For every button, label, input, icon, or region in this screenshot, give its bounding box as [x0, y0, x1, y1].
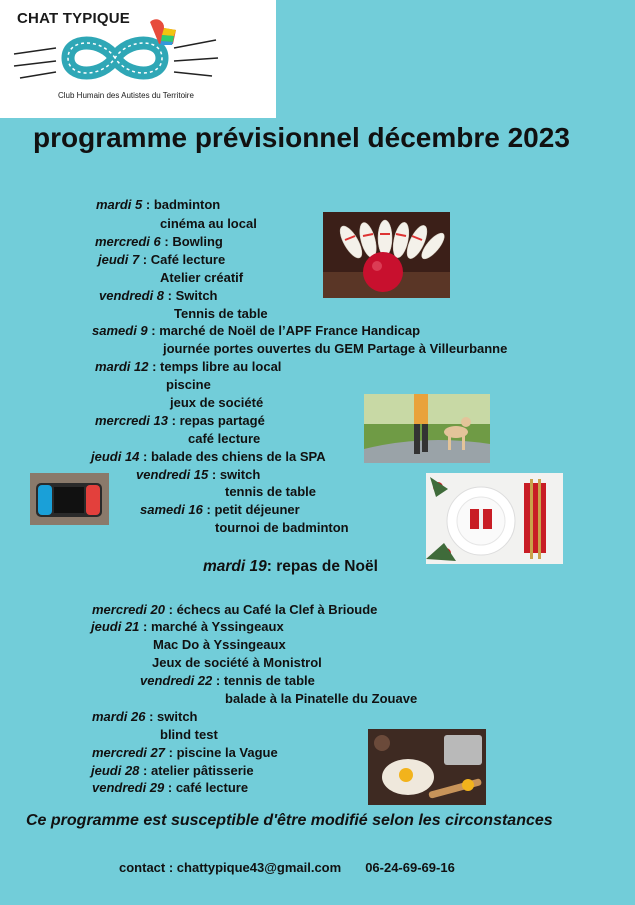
schedule-line: jeux de société — [170, 395, 264, 410]
schedule-line: blind test — [160, 727, 218, 742]
contact-line — [119, 860, 455, 875]
schedule-line: journée portes ouvertes du GEM Partage à Villeurbanne — [163, 341, 508, 356]
contact-phone: 06-24-69-69-16 — [365, 860, 455, 875]
schedule-line: jeudi 28 : atelier pâtisserie — [91, 763, 254, 778]
schedule-line: mardi 26 : switch — [92, 709, 198, 724]
switch-console-photo — [30, 473, 109, 525]
schedule-line: balade à la Pinatelle du Zouave — [225, 691, 418, 706]
schedule-line: piscine — [166, 377, 211, 392]
christmas-table-photo — [426, 473, 563, 564]
page-title: programme prévisionnel décembre 2023 — [33, 122, 570, 153]
schedule-line: Jeux de société à Monistrol — [152, 655, 322, 670]
contact-email-link[interactable]: chattypique43@gmail.com — [176, 860, 342, 875]
logo-subtitle: Club Humain des Autistes du Territoire — [58, 91, 194, 100]
schedule-line: vendredi 15 : switch — [136, 467, 261, 482]
schedule-line: café lecture — [188, 431, 261, 446]
schedule-line: samedi 9 : marché de Noël de l’APF France Handicap — [92, 323, 421, 338]
schedule-line: cinéma au local — [160, 216, 257, 231]
schedule-line: mercredi 20 : échecs au Café la Clef à Brioude — [92, 602, 378, 617]
schedule-line-highlight: mardi 19: repas de Noël — [203, 558, 378, 575]
schedule-line: mercredi 6 : Bowling — [95, 234, 223, 249]
schedule-line: mardi 5 : badminton — [96, 197, 221, 212]
contact-label: contact : — [119, 860, 177, 875]
schedule-line: Atelier créatif — [160, 270, 244, 285]
schedule-line: jeudi 21 : marché à Yssingeaux — [91, 619, 284, 634]
schedule-line: samedi 16 : petit déjeuner — [140, 502, 300, 517]
schedule-line: mercredi 27 : piscine la Vague — [92, 745, 278, 760]
schedule-line: vendredi 22 : tennis de table — [140, 673, 315, 688]
disclaimer-text: Ce programme est susceptible d'être modifié selon les circonstances — [26, 812, 553, 829]
logo — [0, 0, 276, 118]
logo-name: CHAT TYPIQUE — [17, 10, 130, 27]
schedule-line: tournoi de badminton — [215, 520, 349, 535]
schedule-line: jeudi 14 : balade des chiens de la SPA — [91, 449, 326, 464]
schedule-line: tennis de table — [225, 484, 317, 499]
baking-photo — [368, 729, 486, 805]
schedule-line: Mac Do à Yssingeaux — [153, 637, 286, 652]
schedule-line: vendredi 8 : Switch — [99, 288, 218, 303]
schedule-line: mardi 12 : temps libre au local — [95, 359, 282, 374]
schedule-line: vendredi 29 : café lecture — [92, 780, 249, 795]
bowling-photo — [323, 212, 450, 298]
dog-walk-photo — [364, 394, 490, 463]
schedule-line: jeudi 7 : Café lecture — [98, 252, 226, 267]
schedule-line: Tennis de table — [174, 306, 268, 321]
schedule-line: mercredi 13 : repas partagé — [95, 413, 265, 428]
